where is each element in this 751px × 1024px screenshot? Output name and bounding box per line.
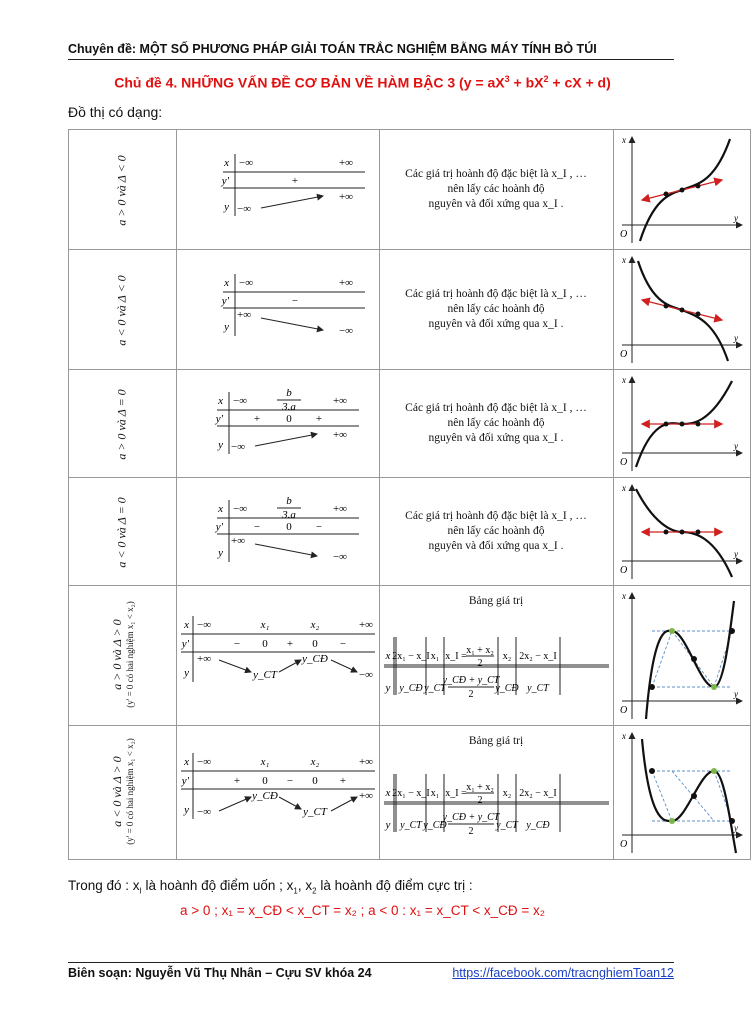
page-footer bbox=[68, 962, 674, 980]
origin-label: O bbox=[619, 348, 627, 360]
point bbox=[729, 628, 735, 634]
point bbox=[663, 529, 668, 534]
zero: 0 bbox=[285, 412, 292, 425]
axis-label: x bbox=[621, 482, 626, 493]
section-title: Chủ đề 4. NHỮNG VẤN ĐỀ CƠ BẢN VỀ HÀM BẬC 3 ($y = aX^3 + bX^2$ + cX + d) bbox=[114, 74, 611, 91]
sign: + bbox=[253, 412, 260, 425]
x1-label: x₁ bbox=[260, 755, 269, 768]
zero: 0 bbox=[261, 637, 268, 650]
axis-label: x bbox=[621, 254, 626, 265]
sign: − bbox=[291, 294, 298, 307]
row-y-label: y bbox=[223, 200, 229, 213]
bgt-cell: y_CĐ bbox=[422, 820, 447, 831]
yct-label: y_CT bbox=[252, 668, 277, 681]
zero: 0 bbox=[261, 774, 268, 787]
increase-arrow bbox=[279, 660, 301, 672]
axis-label: y bbox=[733, 688, 738, 699]
condition-cell bbox=[69, 130, 177, 250]
bgt-x: x bbox=[385, 650, 390, 662]
pos-inf: +∞ bbox=[358, 618, 373, 631]
zero: 0 bbox=[311, 774, 318, 787]
point bbox=[649, 768, 655, 774]
tangent-arrow bbox=[642, 190, 682, 200]
form-row bbox=[69, 130, 751, 250]
sign: − bbox=[286, 774, 293, 787]
bgt-x: x bbox=[385, 787, 390, 799]
condition-subtext: (y' = 0 có hai nghiệm x₁ < x₂) bbox=[124, 737, 135, 845]
condition-label bbox=[115, 155, 130, 225]
frac-den: 3.a bbox=[281, 400, 296, 413]
axis-label: y bbox=[733, 440, 738, 451]
sign: + bbox=[291, 174, 298, 187]
point bbox=[691, 793, 697, 799]
neg-inf: −∞ bbox=[238, 156, 253, 169]
neg-inf: −∞ bbox=[196, 618, 211, 631]
condition-cell bbox=[69, 586, 177, 726]
description-cell bbox=[379, 586, 613, 726]
neg-inf: −∞ bbox=[338, 324, 353, 337]
pos-inf: +∞ bbox=[338, 190, 353, 203]
ycd-label: y_CĐ bbox=[301, 652, 328, 665]
bgt-cell: y_CĐ + y_CT bbox=[442, 675, 499, 686]
ycd-label: y_CĐ bbox=[251, 789, 278, 802]
bgt-cell: 2x₁ − x_I bbox=[391, 788, 430, 799]
pos-inf: +∞ bbox=[332, 394, 347, 407]
row-yprime-label: y' bbox=[181, 637, 189, 650]
bgt-cell: y_CĐ bbox=[398, 683, 423, 694]
pos-inf: +∞ bbox=[332, 502, 347, 515]
row-yprime-label: y' bbox=[215, 412, 223, 425]
variation-table-cell bbox=[176, 586, 379, 726]
graph-cell bbox=[613, 478, 750, 586]
pos-inf: +∞ bbox=[236, 308, 251, 321]
author-text: Biên soạn: Nguyễn Vũ Thụ Nhân – Cựu SV khóa 24 bbox=[68, 966, 372, 980]
description-cell bbox=[379, 726, 613, 860]
guide-line bbox=[652, 771, 672, 821]
decrease-arrow bbox=[279, 797, 301, 809]
graph-cell bbox=[613, 130, 750, 250]
form-row bbox=[69, 726, 751, 860]
condition-line: a > 0 ; x₁ = x_CĐ < x_CT = x₂ ; a < 0 : x₁ = x_CT < x_CĐ = x₂ bbox=[180, 903, 545, 918]
row-x-label: x bbox=[223, 156, 229, 169]
cubic-forms-table bbox=[68, 129, 751, 860]
pos-inf: +∞ bbox=[358, 789, 373, 802]
yct-label: y_CT bbox=[302, 805, 327, 818]
extremum-point bbox=[669, 628, 675, 634]
row-x-label: x bbox=[217, 502, 223, 515]
condition-text: a < 0 và Δ > 0 bbox=[109, 755, 124, 827]
graph-cell bbox=[613, 726, 750, 860]
sign: − bbox=[233, 637, 240, 650]
condition-text: a < 0 và Δ < 0 bbox=[114, 274, 129, 346]
bgt-cell: 2 bbox=[468, 826, 474, 837]
tangent-arrow bbox=[682, 310, 722, 320]
form-row bbox=[69, 478, 751, 586]
bgt-y: y bbox=[385, 682, 390, 694]
description-line: nguyên và đối xứng qua x_I . bbox=[428, 318, 564, 330]
decrease-arrow bbox=[261, 318, 323, 330]
variation-table-cell bbox=[176, 250, 379, 370]
variation-table-cell bbox=[176, 478, 379, 586]
condition-cell bbox=[69, 370, 177, 478]
sign: + bbox=[233, 774, 240, 787]
row-y-label: y bbox=[183, 803, 189, 816]
x2-label: x₂ bbox=[310, 618, 319, 631]
cubic-curve bbox=[640, 139, 730, 241]
bgt-cell: y_CĐ bbox=[525, 820, 550, 831]
frac-den: 3.a bbox=[281, 508, 296, 521]
description-cell bbox=[379, 478, 613, 586]
description-line: nguyên và đối xứng qua x_I . bbox=[428, 432, 564, 444]
condition-text: a > 0 và Δ < 0 bbox=[114, 154, 129, 226]
description-line: nên lấy các hoành độ bbox=[447, 525, 545, 537]
bgt-cell: 2x₁ − x_I bbox=[391, 651, 430, 662]
pos-inf: +∞ bbox=[358, 755, 373, 768]
variation-table-cell bbox=[176, 726, 379, 860]
variation-table-cell bbox=[176, 370, 379, 478]
neg-inf: −∞ bbox=[332, 550, 347, 563]
origin-label: O bbox=[619, 228, 627, 240]
description-line: nguyên và đối xứng qua x_I . bbox=[428, 540, 564, 552]
point bbox=[663, 303, 668, 308]
description-line: Các giá trị hoành độ đặc biệt là x_I , … bbox=[405, 510, 587, 522]
point bbox=[695, 529, 700, 534]
increase-arrow bbox=[261, 196, 323, 208]
description-line: Các giá trị hoành độ đặc biệt là x_I , … bbox=[405, 402, 587, 414]
origin-label: O bbox=[619, 838, 627, 850]
pos-inf: +∞ bbox=[196, 652, 211, 665]
decrease-arrow bbox=[255, 544, 317, 556]
bgt-cell: x₂ bbox=[502, 788, 511, 799]
row-x-label: x bbox=[183, 618, 189, 631]
point bbox=[695, 311, 700, 316]
pos-inf: +∞ bbox=[338, 156, 353, 169]
description-line: nên lấy các hoành độ bbox=[447, 303, 545, 315]
neg-inf: −∞ bbox=[232, 394, 247, 407]
row-y-label: y bbox=[217, 438, 223, 451]
facebook-link[interactable]: https://facebook.com/tracnghiemToan12 bbox=[452, 966, 674, 980]
bgt-cell: x₂ bbox=[502, 651, 511, 662]
origin-label: O bbox=[619, 456, 627, 468]
description-line: Các giá trị hoành độ đặc biệt là x_I , … bbox=[405, 168, 587, 180]
row-x-label: x bbox=[217, 394, 223, 407]
inflection-point bbox=[679, 307, 684, 312]
pos-inf: +∞ bbox=[230, 534, 245, 547]
sign: − bbox=[339, 637, 346, 650]
sign: − bbox=[315, 520, 322, 533]
bgt-cell: x₁ bbox=[430, 651, 439, 662]
extremum-point bbox=[669, 818, 675, 824]
increase-arrow bbox=[219, 797, 251, 811]
pos-inf: +∞ bbox=[332, 428, 347, 441]
sign: − bbox=[253, 520, 260, 533]
row-yprime-label: y' bbox=[221, 294, 229, 307]
description-cell bbox=[379, 250, 613, 370]
value-table-title: Bảng giá trị bbox=[468, 595, 524, 607]
zero: 0 bbox=[311, 637, 318, 650]
description-cell bbox=[379, 370, 613, 478]
axis-label: y bbox=[733, 212, 738, 223]
neg-inf: −∞ bbox=[196, 805, 211, 818]
extremum-point bbox=[711, 768, 717, 774]
condition-cell bbox=[69, 250, 177, 370]
frac-num: b bbox=[285, 386, 292, 399]
inflection-point bbox=[679, 529, 684, 534]
condition-text: a < 0 và Δ = 0 bbox=[114, 496, 129, 568]
sign: + bbox=[315, 412, 322, 425]
point bbox=[695, 421, 700, 426]
variation-table-cell bbox=[176, 130, 379, 250]
description-cell bbox=[379, 130, 613, 250]
intro-text: Đồ thị có dạng: bbox=[68, 104, 163, 120]
bgt-cell: 2 bbox=[477, 658, 483, 669]
bgt-cell: x₁ + x₂ bbox=[465, 782, 494, 793]
condition-text: a > 0 và Δ > 0 bbox=[109, 618, 124, 690]
condition-text: a > 0 và Δ = 0 bbox=[114, 388, 129, 460]
graph-cell bbox=[613, 370, 750, 478]
point bbox=[729, 818, 735, 824]
neg-inf: −∞ bbox=[238, 276, 253, 289]
row-x-label: x bbox=[223, 276, 229, 289]
row-yprime-label: y' bbox=[181, 774, 189, 787]
axis-label: x bbox=[621, 134, 626, 145]
inflection-point bbox=[679, 187, 684, 192]
neg-inf: −∞ bbox=[196, 755, 211, 768]
x1-label: x₁ bbox=[260, 618, 269, 631]
row-yprime-label: y' bbox=[215, 520, 223, 533]
decrease-arrow bbox=[331, 660, 357, 672]
sign: + bbox=[286, 637, 293, 650]
pos-inf: +∞ bbox=[338, 276, 353, 289]
form-row bbox=[69, 586, 751, 726]
neg-inf: −∞ bbox=[236, 202, 251, 215]
point bbox=[663, 191, 668, 196]
bgt-cell: y_CT bbox=[423, 683, 446, 694]
bgt-cell: 2x₂ − x_I bbox=[518, 651, 557, 662]
bgt-cell: x_I = bbox=[444, 651, 467, 662]
note-text: Trong đó : $x_I$ là hoành độ điểm uốn ; $x_1$, $x_2$ là hoành độ điểm cực trị : bbox=[68, 878, 473, 896]
form-row bbox=[69, 250, 751, 370]
row-y-label: y bbox=[183, 666, 189, 679]
decrease-arrow bbox=[219, 660, 251, 672]
bgt-cell: y_CT bbox=[526, 683, 549, 694]
point bbox=[695, 183, 700, 188]
bgt-cell: x_I = bbox=[444, 788, 467, 799]
bgt-cell: y_CĐ bbox=[494, 683, 519, 694]
description-line: nên lấy các hoành độ bbox=[447, 417, 545, 429]
graph-cell bbox=[613, 586, 750, 726]
extremum-point bbox=[711, 684, 717, 690]
condition-subtext: (y' = 0 có hai nghiệm x₁ < x₂) bbox=[124, 600, 135, 708]
bgt-cell: y_CĐ + y_CT bbox=[442, 812, 499, 823]
bgt-cell: y_CT bbox=[399, 820, 422, 831]
point bbox=[691, 656, 697, 662]
neg-inf: −∞ bbox=[358, 668, 373, 681]
bgt-cell: 2 bbox=[477, 795, 483, 806]
row-yprime-label: y' bbox=[221, 174, 229, 187]
description-line: nguyên và đối xứng qua x_I . bbox=[428, 198, 564, 210]
cubic-curve bbox=[642, 739, 736, 853]
neg-inf: −∞ bbox=[230, 440, 245, 453]
condition-label bbox=[115, 497, 130, 567]
bgt-cell: x₁ + x₂ bbox=[465, 645, 494, 656]
axis-label: y bbox=[733, 822, 738, 833]
description-line: Các giá trị hoành độ đặc biệt là x_I , … bbox=[405, 288, 587, 300]
x2-label: x₂ bbox=[310, 755, 319, 768]
value-table-title: Bảng giá trị bbox=[468, 735, 524, 747]
description-line: nên lấy các hoành độ bbox=[447, 183, 545, 195]
bgt-cell: y_CT bbox=[495, 820, 518, 831]
bgt-cell: x₁ bbox=[430, 788, 439, 799]
page-header: Chuyên đề: MỘT SỐ PHƯƠNG PHÁP GIẢI TOÁN TRẮC NGHIỆM BẰNG MÁY TÍNH BỎ TÚI bbox=[68, 42, 674, 60]
increase-arrow bbox=[255, 434, 317, 446]
axis-label: y bbox=[733, 548, 738, 559]
graph-cell bbox=[613, 250, 750, 370]
inflection-point bbox=[679, 421, 684, 426]
point bbox=[663, 421, 668, 426]
origin-label: O bbox=[619, 704, 627, 716]
bgt-y: y bbox=[385, 819, 390, 831]
row-y-label: y bbox=[217, 546, 223, 559]
condition-label bbox=[115, 389, 130, 459]
sign: + bbox=[339, 774, 346, 787]
condition-cell bbox=[69, 478, 177, 586]
row-x-label: x bbox=[183, 755, 189, 768]
condition-cell bbox=[69, 726, 177, 860]
form-row bbox=[69, 370, 751, 478]
neg-inf: −∞ bbox=[232, 502, 247, 515]
row-y-label: y bbox=[223, 320, 229, 333]
axis-label: x bbox=[621, 374, 626, 385]
axis-label: x bbox=[621, 730, 626, 741]
bgt-cell: 2 bbox=[468, 689, 474, 700]
bgt-cell: 2x₂ − x_I bbox=[518, 788, 557, 799]
point bbox=[649, 684, 655, 690]
frac-num: b bbox=[285, 494, 292, 507]
zero: 0 bbox=[285, 520, 292, 533]
axis-label: y bbox=[733, 332, 738, 343]
condition-label bbox=[115, 275, 130, 345]
condition-label bbox=[110, 738, 135, 845]
axis-label: x bbox=[621, 590, 626, 601]
increase-arrow bbox=[331, 797, 357, 811]
condition-label bbox=[110, 601, 135, 708]
origin-label: O bbox=[619, 564, 627, 576]
